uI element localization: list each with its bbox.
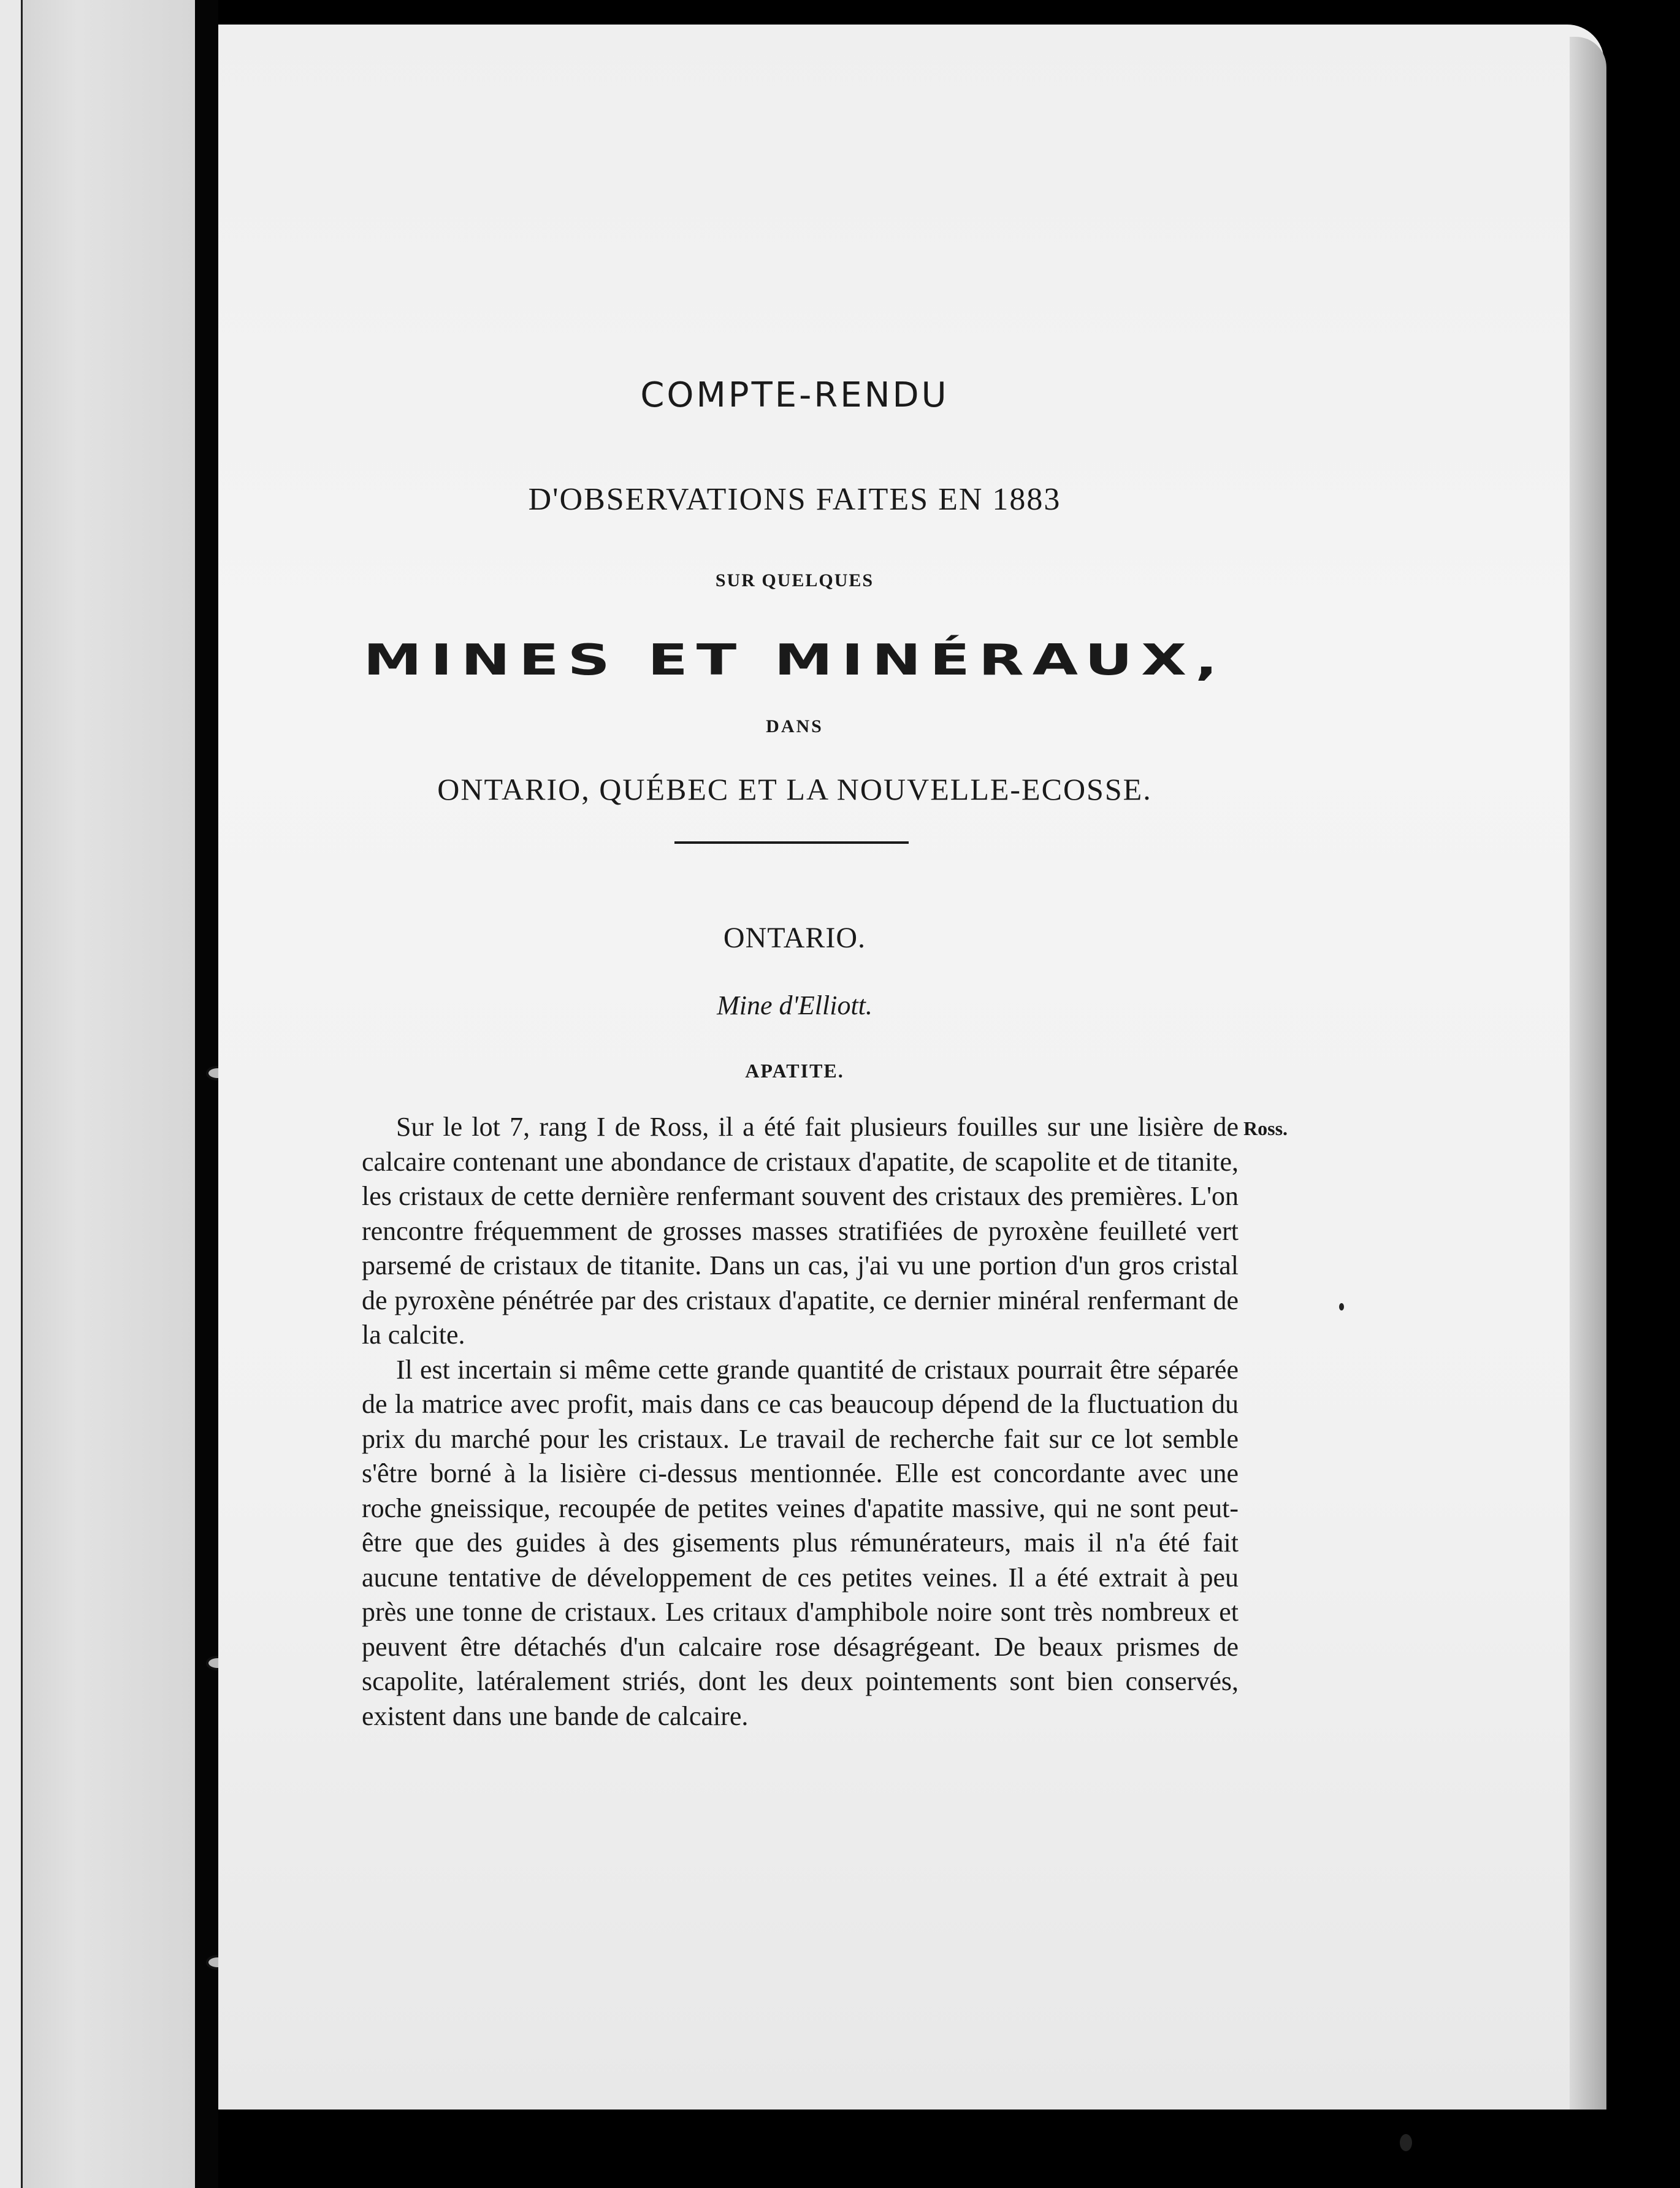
left-page-edge [0, 0, 23, 2188]
horizontal-rule [674, 841, 909, 844]
bottom-background [218, 2110, 1606, 2188]
title-compte-rendu: COMPTE-RENDU [640, 375, 949, 415]
section-heading-ontario: ONTARIO. [723, 922, 866, 954]
scan-speck [1400, 2134, 1412, 2151]
page-content [218, 25, 1567, 2110]
left-page [0, 0, 195, 2188]
paragraph: Sur le lot 7, rang I de Ross, il a été fait plusieurs fouilles sur une lisière de calcaire contenant une abondance de cristaux d'apatite, de scapolite et de titanite, les cristaux de cette dernière renfermant souvent des cristaux des premières. L'on rencontre fréquemment de grosses masses stratifiées de pyroxène feuilleté vert parsemé de cristaux de titanite. Dans un cas, j'ai vu une portion d'un gros cristal de pyroxène pénétrée par des cristaux d'apatite, ce dernier minéral renfermant de la calcite. [362, 1112, 1239, 1350]
title-observations: D'OBSERVATIONS FAITES EN 1883 [528, 482, 1061, 517]
title-sur-quelques: SUR QUELQUES [715, 570, 874, 591]
paragraph: Il est incertain si même cette grande quantité de cristaux pourrait être séparée de la matrice avec profit, mais dans ce cas beaucoup dépend de la fluctuation du prix du marché pour les cristaux. Le travail de recherche fait sur ce lot semble s'être borné à la lisière ci-dessus mentionnée. Elle est concordante avec une roche gneissique, recoupée de petites veines d'apatite massive, qui ne sont peut-être que des guides à des gisements plus rémunérateurs, mais il n'a été fait aucune tentative de développement de ces petites veines. Il a été extrait à peu près une tonne de cristaux. Les critaux d'amphibole noire sont très nombreux et peuvent être détachés d'un calcaire rose désagrégeant. De beaux prismes de scapolite, latéralement striés, dont les deux pointements sont bien conservés, existent dans une bande de calcaire. [362, 1354, 1239, 1731]
title-dans: DANS [766, 716, 823, 736]
mineral-heading-apatite: APATITE. [745, 1060, 844, 1082]
right-page-edge [1570, 37, 1606, 2110]
title-mines-et-mineraux: MINES ET MINÉRAUX, [363, 635, 1226, 685]
margin-note: Ross. [1243, 1117, 1288, 1139]
book-gutter [195, 0, 218, 2188]
subheading-mine-elliott: Mine d'Elliott. [717, 990, 872, 1020]
title-provinces: ONTARIO, QUÉBEC ET LA NOUVELLE-ECOSSE. [437, 772, 1152, 806]
body-text [362, 1110, 1239, 1734]
scan-speck [1339, 1303, 1344, 1310]
